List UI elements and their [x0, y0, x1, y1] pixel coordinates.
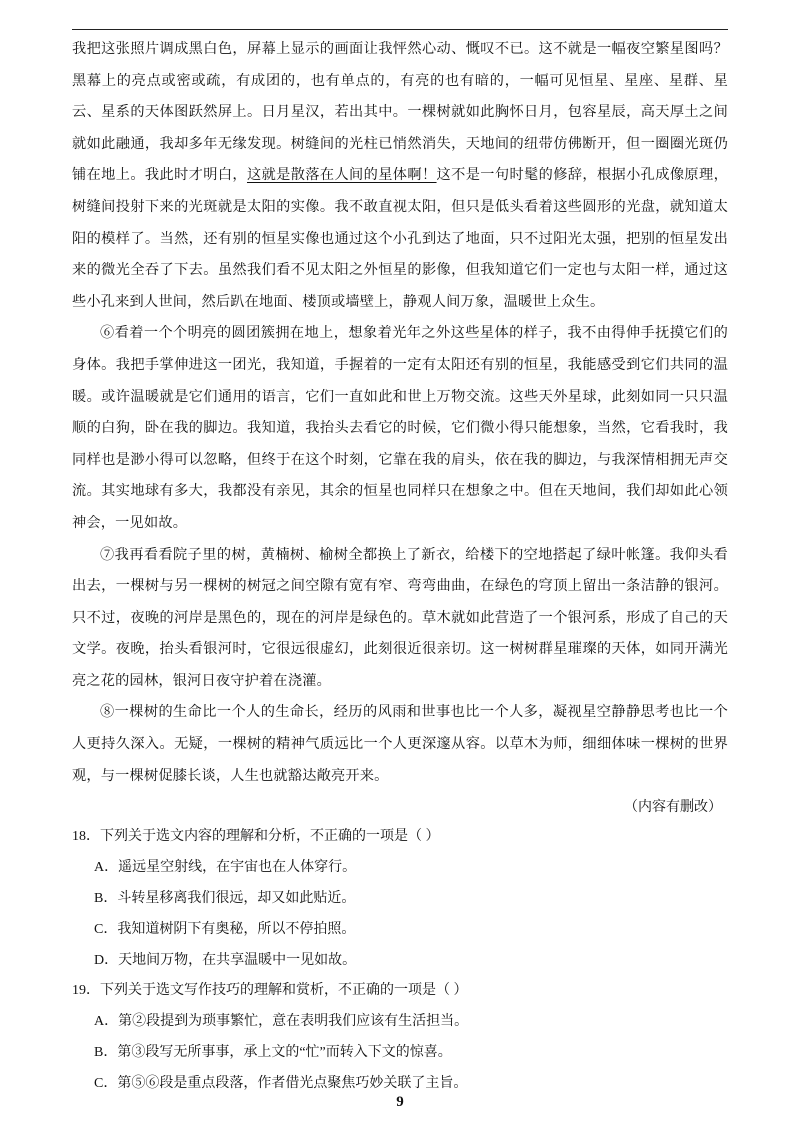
option-b: B．第③段写无所事事，承上文的“忙”而转入下文的惊喜。	[94, 1045, 452, 1061]
option-d: D．天地间万物，在共享温暖中一见如故。	[94, 953, 357, 969]
passage-paragraph-7: ⑦我再看看院子里的树，黄楠树、榆树全都换上了新衣，给楼下的空地搭起了绿叶帐篷。我仰头看出去，一棵树与另一棵树的树冠之间空隙有宽有窄、弯弯曲曲，在绿色的穹顶上留出一条洁静的银河。只不过，夜晚的河岸是黑色的，现在的河岸是绿色的。草木就如此营造了一个银河系，形成了自己的天文学。夜晚，抬头看银河时，它很远很虚幻，此刻很近很亲切。这一树树群星璀璨的天体，如同开满光亮之花的园林，银河日夜守护着在浇灌。	[72, 546, 728, 689]
page-number: 9	[396, 1094, 404, 1110]
question-19	[72, 976, 728, 1099]
passage-paragraph-5	[72, 34, 728, 318]
source-note: （内容有删改）	[624, 799, 722, 816]
passage-paragraph-6: ⑥看着一个个明亮的圆团簇拥在地上，想象着光年之外这些星体的样子，我不由得伸手抚摸它们的身体。我把手掌伸进这一团光，我知道，手握着的一定有太阳还有别的恒星，我能感受到它们共同的温暖。或许温暖就是它们通用的语言，它们一直如此和世上万物交流。这些天外星球，此刻如同一只只温顺的白狗，卧在我的脚边。我知道，我抬头去看它的时候，它们微小得只能想象，当然，它看我时，我同样也是渺小得可以忽略，但终于在这个时刻，它靠在我的肩头，依在我的脚边，与我深情相拥无声交流。其实地球有多大，我都没有亲见，其余的恒星也同样只在想象之中。但在天地间，我们却如此心领神会，一见如故。	[72, 325, 728, 531]
option-a: A．遥远星空射线，在宇宙也在人体穿行。	[94, 860, 357, 876]
document-page	[72, 34, 728, 1099]
p5-text-before: 我把这张照片调成黑白色，屏幕上显示的画面让我怦然心动、慨叹不已。这不就是一幅夜空繁星图吗？黑幕上的亮点或密或疏，有成团的，也有单点的，有亮的也有暗的，一幅可见恒星、星座、星群、星云、星系的天体图跃然屏上。日月星汉，若出其中。一棵树就如此胸怀日月，包容星辰，高天厚土之间就如此融通，我却多年无缘发现。树缝间的光柱已悄然消失，天地间的纽带仿佛断开，但一圈圈光斑仍铺在地上。我此时才明白，	[72, 41, 728, 184]
option-c: C．第⑤⑥段是重点段落，作者借光点聚焦巧妙关联了主旨。	[94, 1076, 468, 1092]
passage-paragraph-8: ⑧一棵树的生命比一个人的生命长，经历的风雨和世事也比一个人多，凝视星空静静思考也比一个人更持久深入。无疑，一棵树的精神气质远比一个人更深邃从容。以草木为师，细细体味一棵树的世界观，与一棵树促膝长谈，人生也就豁达敞亮开来。	[72, 704, 728, 784]
option-b: B．斗转星移离我们很远，却又如此贴近。	[94, 891, 356, 907]
top-rule	[72, 29, 728, 30]
question-stem: 18．下列关于选文内容的理解和分析，不正确的一项是（ ）	[72, 829, 440, 845]
question-18	[72, 822, 728, 976]
option-a: A．第②段提到为琐事繁忙，意在表明我们应该有生活担当。	[94, 1014, 469, 1030]
p5-text-after: 这不是一句时髦的修辞，根据小孔成像原理，树缝间投射下来的光斑就是太阳的实像。我不敢直视太阳，但只是低头看着这些圆形的光盘，就知道太阳的模样了。当然，还有别的恒星实像也通过这个小孔到达了地面，只不过阳光太强，把别的恒星发出来的微光全吞了下去。虽然我们看不见太阳之外恒星的影像，但我知道它们一定也与太阳一样，通过这些小孔来到人世间，然后趴在地面、楼顶或墙壁上，静观人间万象，温暖世上众生。	[72, 167, 728, 310]
question-stem: 19．下列关于选文写作技巧的理解和赏析，不正确的一项是（ ）	[72, 983, 468, 999]
underlined-sentence: 这就是散落在人间的星体啊！	[246, 167, 437, 184]
option-c: C．我知道树阴下有奥秘，所以不停拍照。	[94, 922, 356, 938]
